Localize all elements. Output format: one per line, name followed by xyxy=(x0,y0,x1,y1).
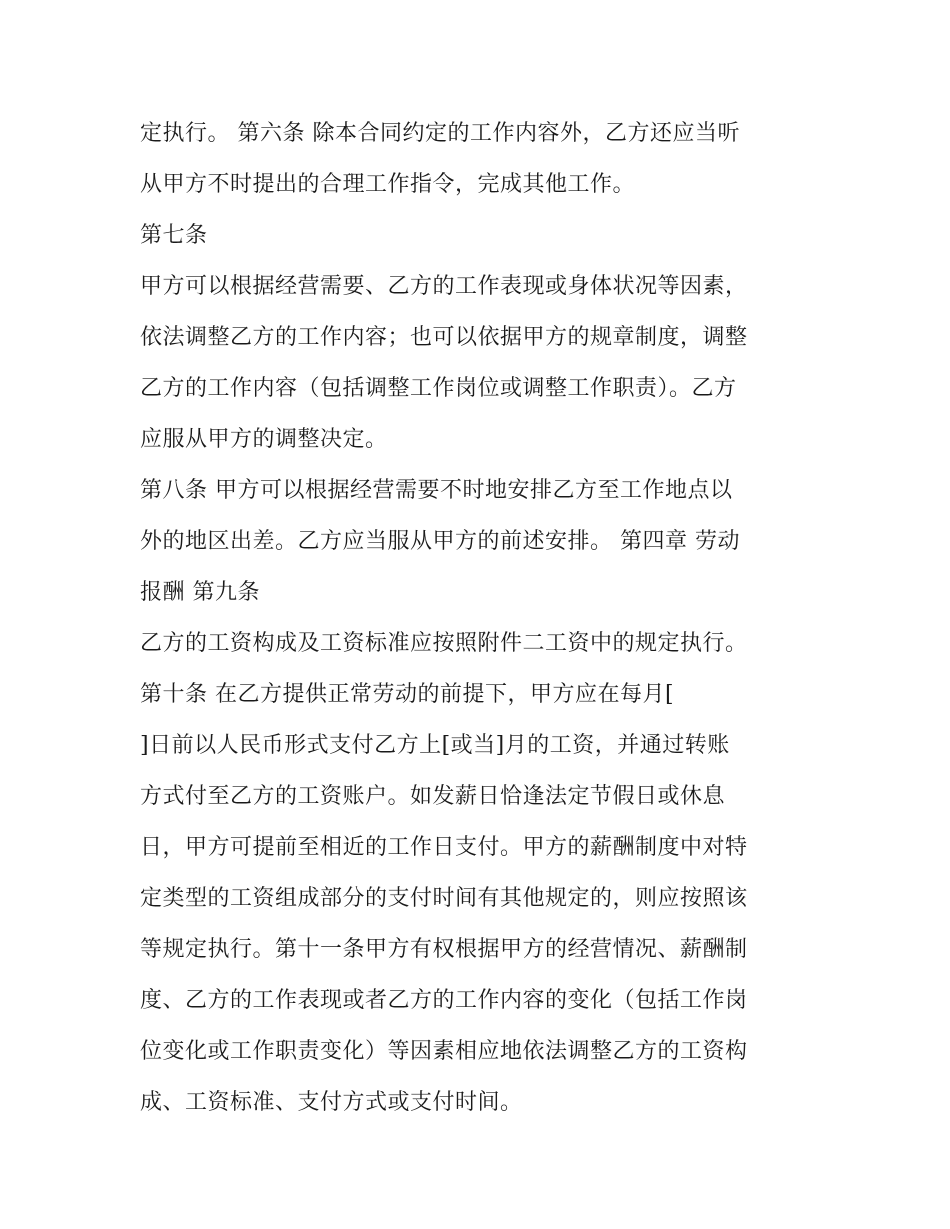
text-line: 从甲方不时提出的合理工作指令，完成其他工作。 xyxy=(140,172,636,197)
text-line: 乙方的工作内容（包括调整工作岗位或调整工作职责）。乙方 xyxy=(140,376,737,401)
text-line: 应服从甲方的调整决定。 xyxy=(140,427,388,452)
text-line: 外的地区出差。乙方应当服从甲方的前述安排。 第四章 劳动 xyxy=(140,529,740,554)
text-line: ]日前以人民币形式支付乙方上[或当]月的工资，并通过转账 xyxy=(140,733,730,758)
text-line: 度、乙方的工作表现或者乙方的工作内容的变化（包括工作岗 xyxy=(140,988,748,1013)
text-line: 报酬 第九条 xyxy=(140,580,260,605)
text-line: 成、工资标准、支付方式或支付时间。 xyxy=(140,1090,523,1115)
text-line: 等规定执行。第十一条甲方有权根据甲方的经营情况、薪酬制 xyxy=(140,937,748,962)
text-line: 依法调整乙方的工作内容；也可以依据甲方的规章制度，调整 xyxy=(140,325,748,350)
text-line: 定执行。 第六条 除本合同约定的工作内容外，乙方还应当听 xyxy=(140,121,740,146)
text-line: 甲方可以根据经营需要、乙方的工作表现或身体状况等因素， xyxy=(140,274,748,299)
text-line: 第八条 甲方可以根据经营需要不时地安排乙方至工作地点以 xyxy=(140,478,733,503)
text-line: 日，甲方可提前至相近的工作日支付。甲方的薪酬制度中对特 xyxy=(140,835,748,860)
text-line: 乙方的工资构成及工资标准应按照附件二工资中的规定执行。 xyxy=(140,631,748,656)
text-line: 方式付至乙方的工资账户。如发薪日恰逢法定节假日或休息 xyxy=(140,784,726,809)
text-line: 第十条 在乙方提供正常劳动的前提下，甲方应在每月[ xyxy=(140,682,675,707)
article-heading: 第七条 xyxy=(140,223,208,248)
contract-body-text xyxy=(140,108,820,1128)
text-line: 位变化或工作职责变化）等因素相应地依法调整乙方的工资构 xyxy=(140,1039,748,1064)
text-line: 定类型的工资组成部分的支付时间有其他规定的，则应按照该 xyxy=(140,886,748,911)
